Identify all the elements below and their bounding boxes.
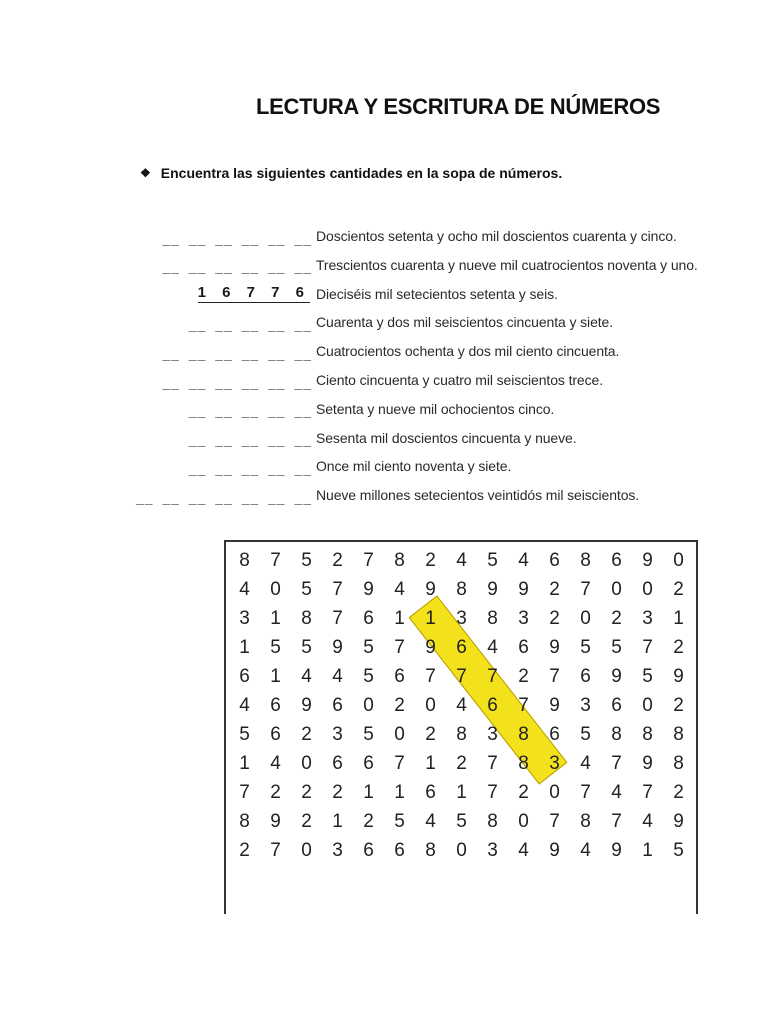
grid-cell[interactable]: 2 [301,724,312,745]
grid-cell[interactable]: 2 [363,811,374,832]
grid-cell[interactable]: 2 [270,782,281,803]
answer-field[interactable] [0,344,316,363]
grid-cell[interactable]: 2 [456,753,467,774]
grid-cell[interactable]: 5 [301,550,312,571]
grid-cell[interactable]: 7 [425,666,436,687]
grid-cell[interactable]: 6 [332,753,343,774]
grid-cell[interactable]: 0 [518,811,529,832]
grid-cell[interactable]: 4 [394,579,405,600]
grid-cell[interactable]: 6 [363,753,374,774]
grid-cell[interactable]: 8 [642,724,653,745]
grid-cell[interactable]: 3 [518,608,529,629]
list-item [0,424,768,452]
grid-cell[interactable]: 4 [301,666,312,687]
grid-cell[interactable]: 5 [270,637,281,658]
grid-cell[interactable]: 5 [363,724,374,745]
grid-cell[interactable]: 8 [239,811,250,832]
grid-cell[interactable]: 0 [642,579,653,600]
list-item [0,337,768,365]
grid-cell[interactable]: 7 [332,608,343,629]
grid-cell[interactable]: 1 [642,840,653,861]
grid-cell[interactable]: 1 [239,637,250,658]
grid-cell[interactable]: 1 [270,608,281,629]
grid-cell[interactable]: 8 [518,724,529,745]
grid-cell[interactable]: 7 [580,579,591,600]
grid-cell[interactable]: 0 [642,695,653,716]
grid-cell[interactable]: 5 [456,811,467,832]
list-item [0,481,768,509]
grid-cell[interactable]: 9 [425,579,436,600]
answer-field[interactable] [0,401,316,421]
grid-cell[interactable]: 4 [518,550,529,571]
grid-cell[interactable]: 4 [580,753,591,774]
grid-cell[interactable]: 8 [673,753,684,774]
grid-cell[interactable]: 2 [301,811,312,832]
grid-cell[interactable]: 9 [518,579,529,600]
grid-cell[interactable]: 7 [487,666,498,687]
grid-cell[interactable]: 2 [332,550,343,571]
grid-cell[interactable]: 4 [456,695,467,716]
grid-cell[interactable]: 0 [425,695,436,716]
grid-cell[interactable]: 9 [363,579,374,600]
grid-cell[interactable]: 8 [425,840,436,861]
grid-cell[interactable]: 3 [332,724,343,745]
grid-cell[interactable]: 8 [301,608,312,629]
grid-cell[interactable]: 8 [394,550,405,571]
grid-cell[interactable]: 0 [580,608,591,629]
diamond-bullet-icon: ❖ [140,166,151,180]
grid-cell[interactable]: 2 [301,782,312,803]
grid-cell[interactable]: 6 [394,840,405,861]
grid-cell[interactable]: 1 [394,608,405,629]
grid-cell[interactable]: 5 [487,550,498,571]
grid-cell[interactable]: 4 [580,840,591,861]
grid-cell[interactable]: 4 [239,695,250,716]
grid-cell[interactable]: 2 [673,637,684,658]
grid-cell[interactable]: 5 [301,579,312,600]
grid-cell[interactable]: 6 [518,637,529,658]
answer-field[interactable] [0,229,316,248]
grid-cell[interactable]: 7 [611,753,622,774]
grid-cell[interactable]: 2 [673,695,684,716]
grid-cell[interactable]: 4 [270,753,281,774]
answer-blank: __ __ __ __ __ __ [162,261,312,277]
grid-cell[interactable]: 8 [456,579,467,600]
grid-cell[interactable]: 8 [673,724,684,745]
grid-cell[interactable]: 2 [518,666,529,687]
number-description: Nueve millones setecientos veintidós mil seiscientos. [316,487,640,504]
grid-cell[interactable]: 6 [332,695,343,716]
grid-cell[interactable]: 9 [270,811,281,832]
grid-cell[interactable]: 8 [487,608,498,629]
grid-cell[interactable]: 6 [456,637,467,658]
grid-cell[interactable]: 0 [270,579,281,600]
grid-cell[interactable]: 5 [394,811,405,832]
grid-cell[interactable]: 7 [363,550,374,571]
grid-cell[interactable]: 4 [487,637,498,658]
instruction-text: Encuentra las siguientes cantidades en la sopa de números. [160,165,563,181]
grid-cell[interactable]: 7 [394,753,405,774]
grid-cell[interactable]: 9 [673,666,684,687]
grid-cell[interactable]: 1 [425,608,436,629]
grid-cell[interactable]: 0 [611,579,622,600]
answer-blank: __ __ __ __ __ [188,434,312,450]
grid-cell[interactable]: 7 [642,637,653,658]
grid-cell[interactable]: 3 [456,608,467,629]
grid-cell[interactable]: 0 [456,840,467,861]
grid-cell[interactable]: 3 [332,840,343,861]
grid-cell[interactable]: 9 [673,811,684,832]
grid-cell[interactable]: 1 [270,666,281,687]
grid-cell[interactable]: 9 [549,637,560,658]
answer-blank: __ __ __ __ __ [188,318,312,334]
grid-cell[interactable]: 4 [239,579,250,600]
grid-cell[interactable]: 7 [394,637,405,658]
grid-cell[interactable]: 2 [518,782,529,803]
grid-cell[interactable]: 0 [673,550,684,571]
grid-cell[interactable]: 3 [549,753,560,774]
grid-cell[interactable]: 5 [580,637,591,658]
grid-cell[interactable]: 7 [332,579,343,600]
grid-cell[interactable]: 7 [611,811,622,832]
grid-cell[interactable]: 7 [549,811,560,832]
grid-cell[interactable]: 9 [332,637,343,658]
grid-cell[interactable]: 6 [425,782,436,803]
grid-cell[interactable]: 7 [456,666,467,687]
grid-cell[interactable]: 5 [673,840,684,861]
grid-cell[interactable]: 6 [549,724,560,745]
grid-cell[interactable]: 9 [487,579,498,600]
answer-blank: __ __ __ __ __ [188,405,312,421]
grid-cell[interactable]: 5 [642,666,653,687]
grid-cell[interactable]: 6 [394,666,405,687]
grid-cell[interactable]: 6 [580,666,591,687]
grid-cell[interactable]: 8 [580,550,591,571]
grid-cell[interactable]: 7 [239,782,250,803]
answer-field[interactable] [0,284,316,303]
grid-cell[interactable]: 7 [487,753,498,774]
number-description: Dieciséis mil setecientos setenta y seis. [316,285,558,302]
grid-cell[interactable]: 8 [456,724,467,745]
grid-cell[interactable]: 2 [425,724,436,745]
answer-blank: __ __ __ __ __ __ [162,376,312,392]
grid-cell[interactable]: 0 [301,840,312,861]
grid-cell[interactable]: 2 [394,695,405,716]
grid-cell[interactable]: 1 [363,782,374,803]
grid-cell[interactable]: 5 [363,637,374,658]
grid-cell[interactable]: 6 [239,666,250,687]
number-description: Once mil ciento noventa y siete. [316,458,512,475]
grid-cell[interactable]: 1 [425,753,436,774]
grid-cell[interactable]: 0 [301,753,312,774]
grid-cell[interactable]: 2 [673,782,684,803]
number-description: Trescientos cuarenta y nueve mil cuatrocientos noventa y uno. [316,256,698,273]
grid-cell[interactable]: 6 [363,608,374,629]
grid-cell[interactable]: 3 [580,695,591,716]
grid-cell[interactable]: 3 [239,608,250,629]
grid-cell[interactable]: 6 [487,695,498,716]
grid-cell[interactable]: 1 [332,811,343,832]
grid-cell[interactable]: 7 [549,666,560,687]
grid-cell[interactable]: 1 [456,782,467,803]
grid-cell[interactable]: 8 [239,550,250,571]
grid-cell[interactable]: 1 [394,782,405,803]
grid-cell[interactable]: 0 [549,782,560,803]
grid-cell[interactable]: 8 [580,811,591,832]
grid-cell[interactable]: 9 [611,666,622,687]
list-item [0,366,768,394]
answer-field[interactable] [0,430,316,450]
grid-cell[interactable]: 2 [425,550,436,571]
list-item [0,452,768,480]
grid-cell[interactable]: 6 [270,695,281,716]
list-item [0,280,768,308]
grid-cell[interactable]: 1 [673,608,684,629]
number-search-grid [229,546,694,865]
grid-cell[interactable]: 7 [270,550,281,571]
grid-cell[interactable]: 7 [487,782,498,803]
grid-cell[interactable]: 9 [425,637,436,658]
grid-cell[interactable]: 1 [239,753,250,774]
grid-cell[interactable]: 4 [332,666,343,687]
number-description: Cuatrocientos ochenta y dos mil ciento cincuenta. [316,343,620,360]
grid-cell[interactable]: 5 [580,724,591,745]
list-item [0,308,768,336]
grid-cell[interactable]: 3 [487,724,498,745]
grid-cell[interactable]: 6 [611,550,622,571]
grid-cell[interactable]: 9 [611,840,622,861]
grid-cell[interactable]: 5 [239,724,250,745]
answer-blank: __ __ __ __ __ [188,462,312,478]
grid-cell[interactable]: 5 [301,637,312,658]
list-item [0,222,768,250]
list-item [0,395,768,423]
number-description: Cuarenta y dos mil seiscientos cincuenta y siete. [316,314,614,331]
grid-cell[interactable]: 9 [549,840,560,861]
answer-blank: __ __ __ __ __ __ __ [135,491,312,507]
number-description: Doscientos setenta y ocho mil doscientos cuarenta y cinco. [316,228,677,244]
grid-cell[interactable]: 7 [580,782,591,803]
grid-cell[interactable]: 4 [456,550,467,571]
grid-cell[interactable]: 2 [611,608,622,629]
grid-cell[interactable]: 9 [642,753,653,774]
answer-field[interactable] [0,459,316,478]
grid-cell[interactable]: 3 [487,840,498,861]
answer-blank: __ __ __ __ __ __ [162,347,312,363]
answer-field[interactable] [0,373,316,392]
answer-field[interactable] [0,257,316,277]
list-item [0,251,768,279]
answer-blank: __ __ __ __ __ __ [162,232,312,248]
answer-field[interactable] [0,315,316,334]
grid-cell[interactable]: 4 [611,782,622,803]
grid-cell[interactable]: 7 [518,695,529,716]
grid-cell[interactable]: 4 [518,840,529,861]
grid-cell[interactable]: 9 [549,695,560,716]
answer-field[interactable] [0,488,316,507]
grid-cell[interactable]: 2 [239,840,250,861]
grid-cell[interactable]: 3 [642,608,653,629]
grid-cell[interactable]: 2 [332,782,343,803]
grid-cell[interactable]: 7 [270,840,281,861]
grid-cell[interactable]: 8 [487,811,498,832]
grid-cell[interactable]: 9 [301,695,312,716]
number-description: Sesenta mil doscientos cincuenta y nueve. [316,429,577,446]
grid-cell[interactable]: 4 [425,811,436,832]
instruction [140,165,562,181]
grid-cell[interactable]: 9 [642,550,653,571]
answer-digits: 1 6 7 7 6 [197,284,310,302]
grid-cell[interactable]: 6 [363,840,374,861]
grid-cell[interactable]: 8 [611,724,622,745]
number-description: Setenta y nueve mil ochocientos cinco. [316,400,555,417]
grid-cell[interactable]: 0 [363,695,374,716]
grid-cell[interactable]: 7 [642,782,653,803]
grid-cell[interactable]: 6 [611,695,622,716]
grid-cell[interactable]: 8 [518,753,529,774]
grid-cell[interactable]: 2 [549,608,560,629]
grid-cell[interactable]: 5 [363,666,374,687]
grid-cell[interactable]: 6 [270,724,281,745]
worksheet-title: LECTURA Y ESCRITURA DE NÚMEROS [256,94,661,119]
grid-cell[interactable]: 6 [549,550,560,571]
grid-cell[interactable]: 4 [642,811,653,832]
number-description: Ciento cincuenta y cuatro mil seiscientos trece. [316,372,603,388]
grid-cell[interactable]: 5 [611,637,622,658]
grid-cell[interactable]: 2 [673,579,684,600]
grid-cell[interactable]: 0 [394,724,405,745]
grid-cell[interactable]: 2 [549,579,560,600]
